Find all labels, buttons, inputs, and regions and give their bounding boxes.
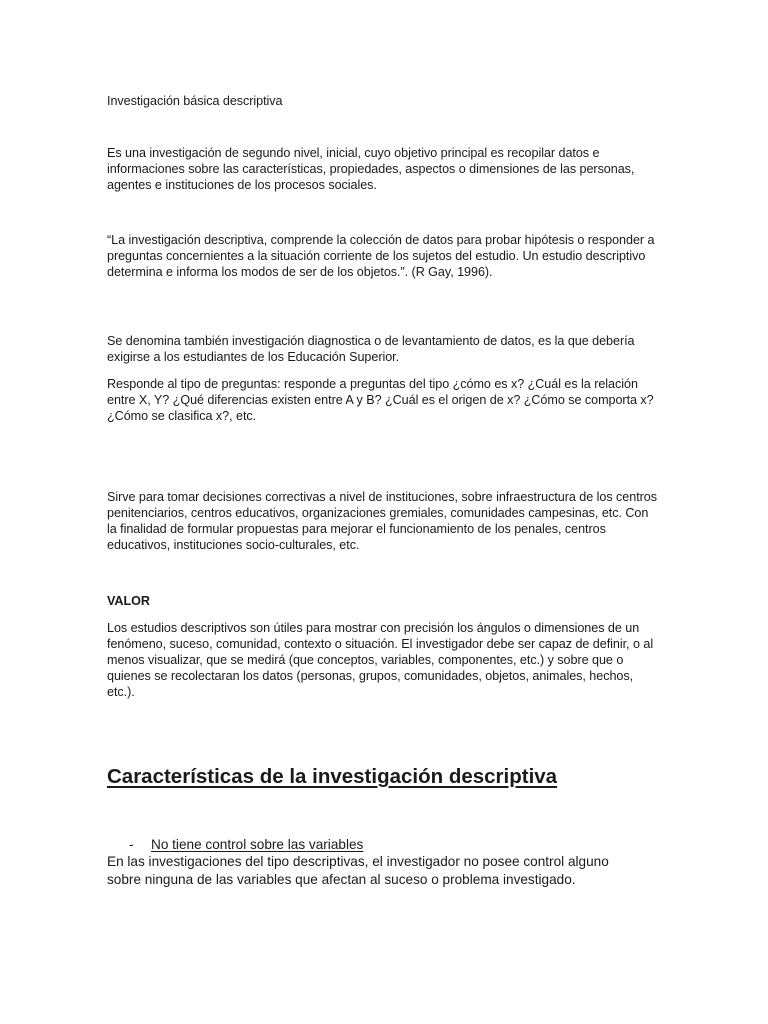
paragraph-no-control: En las investigaciones del tipo descriptivas, el investigador no posee control alguno sobre ninguna de las variables que afectan al suceso o problema investigado. <box>107 854 609 887</box>
section-heading: Características de la investigación descriptiva <box>107 765 558 788</box>
paragraph-valor: Los estudios descriptivos son útiles para mostrar con precisión los ángulos o dimensiones de un fenómeno, suceso, comunidad, contexto o situación. El investigador debe ser capaz de definir, o al menos visualizar, que se medirá (que conceptos, variables, componentes, etc.) y sobre que o quienes se recolectaran los datos (personas, grupos, comunidades, objetos, animales, hechos, etc.). <box>107 621 654 699</box>
paragraph-definition: Es una investigación de segundo nivel, inicial, cuyo objetivo principal es recopilar datos e informaciones sobre las características, propiedades, aspectos o dimensiones de las personas, agentes e instituciones de los procesos sociales. <box>107 146 635 192</box>
document-title: Investigación básica descriptiva <box>107 94 283 108</box>
list-item <box>107 836 657 853</box>
paragraph-diagnostic: Se denomina también investigación diagnostica o de levantamiento de datos, es la que debería exigirse a los estudiantes de los Educación Superior. <box>107 334 635 364</box>
paragraph-quote: “La investigación descriptiva, comprende la colección de datos para probar hipótesis o responder a preguntas concernientes a la situación corriente de los sujetos del estudio. Un estudio descriptivo determina e informa los modos de ser de los objetos.”. (R Gay, 1996). <box>107 233 655 279</box>
paragraph-purpose: Sirve para tomar decisiones correctivas a nivel de instituciones, sobre infraestructura de los centros penitenciarios, centros educativos, organizaciones gremiales, comunidades campesinas, etc. Con la finalidad de formular propuestas para mejorar el funcionamiento de los penales, centros educativos, instituciones socio-culturales, etc. <box>107 490 657 552</box>
list-bullet: - <box>129 837 134 852</box>
valor-heading: VALOR <box>107 594 150 608</box>
paragraph-questions: Responde al tipo de preguntas: responde a preguntas del tipo ¿cómo es x? ¿Cuál es la relación entre X, Y? ¿Qué diferencias existen entre A y B? ¿Cuál es el origen de x? ¿Cómo se comporta x? ¿Cómo se clasifica x?, etc. <box>107 377 654 423</box>
list-item-text: No tiene control sobre las variables <box>151 837 364 852</box>
